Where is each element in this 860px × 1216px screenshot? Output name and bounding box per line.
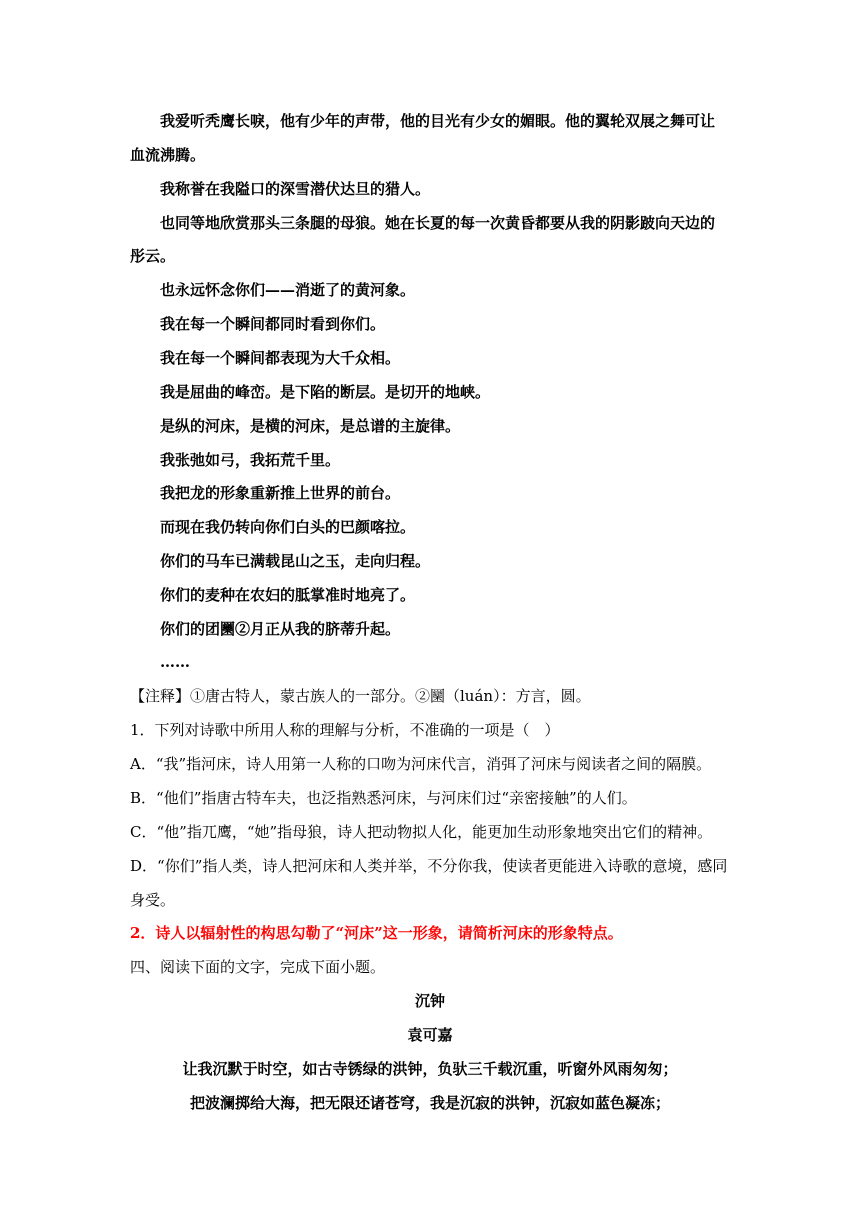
section-4-heading: 四、阅读下面的文字，完成下面小题。 bbox=[130, 958, 386, 976]
poem2-line: 让我沉默于时空，如古寺锈绿的洪钟，负驮三千载沉重，听窗外风雨匆匆； bbox=[182, 1060, 678, 1078]
poem-line: 血流沸腾。 bbox=[130, 146, 206, 164]
poem-line: 你们的马车已满载昆山之玉，走向归程。 bbox=[160, 552, 431, 570]
poem2-author: 袁可嘉 bbox=[407, 1026, 453, 1044]
poem-line: 也同等地欣赏那头三条腿的母狼。她在长夏的每一次黄昏都要从我的阴影跛向天边的 bbox=[160, 214, 716, 232]
question-1-option-a: A．“我”指河床，诗人用第一人称的口吻为河床代言，消弭了河床与阅读者之间的隔膜。 bbox=[130, 755, 712, 773]
annotation-note: 【注释】①唐古特人，蒙古族人的一部分。②圞（luán）：方言，圆。 bbox=[130, 687, 591, 705]
poem2-title: 沉钟 bbox=[414, 992, 445, 1010]
question-1-option-c: C．“他”指兀鹰，“她”指母狼，诗人把动物拟人化，能更加生动形象地突出它们的精神。 bbox=[130, 823, 713, 841]
poem-line: 而现在我仍转向你们白头的巴颜喀拉。 bbox=[160, 518, 416, 536]
poem-line: 你们的麦种在农妇的胝掌准时地亮了。 bbox=[160, 586, 416, 604]
question-2: 2．诗人以辐射性的构思勾勒了“河床”这一形象，请简析河床的形象特点。 bbox=[130, 924, 623, 942]
poem-line: …… bbox=[160, 653, 190, 671]
poem-line: 你们的团圞②月正从我的脐蒂升起。 bbox=[160, 620, 401, 638]
poem-line: 我爱听秃鹰长唳，他有少年的声带，他的目光有少女的媚眼。他的翼轮双展之舞可让 bbox=[160, 112, 716, 130]
question-1-option-d-cont: 身受。 bbox=[130, 891, 176, 909]
poem-line: 是纵的河床，是横的河床，是总谱的主旋律。 bbox=[160, 417, 461, 435]
question-1-option-d: D．“你们”指人类，诗人把河床和人类并举，不分你我，使读者更能进入诗歌的意境，感同 bbox=[130, 857, 728, 875]
poem-line: 我称誉在我隘口的深雪潜伏达旦的猎人。 bbox=[160, 180, 431, 198]
poem-line: 我在每一个瞬间都表现为大千众相。 bbox=[160, 349, 401, 367]
poem-line: 彤云。 bbox=[130, 247, 176, 265]
question-1-stem: 1．下列对诗歌中所用人称的理解与分析，不准确的一项是（ ） bbox=[130, 721, 560, 739]
poem-line: 我在每一个瞬间都同时看到你们。 bbox=[160, 315, 386, 333]
poem-line: 我张弛如弓，我拓荒千里。 bbox=[160, 451, 341, 469]
poem-line: 我是屈曲的峰峦。是下陷的断层。是切开的地峡。 bbox=[160, 383, 491, 401]
poem2-line: 把波澜掷给大海，把无限还诸苍穹，我是沉寂的洪钟，沉寂如蓝色凝冻； bbox=[189, 1094, 670, 1112]
question-1-option-b: B．“他们”指唐古特车夫，也泛指熟悉河床，与河床们过“亲密接触”的人们。 bbox=[130, 789, 637, 807]
poem-line: 也永远怀念你们——消逝了的黄河象。 bbox=[160, 281, 416, 299]
poem-line: 我把龙的形象重新推上世界的前台。 bbox=[160, 484, 401, 502]
